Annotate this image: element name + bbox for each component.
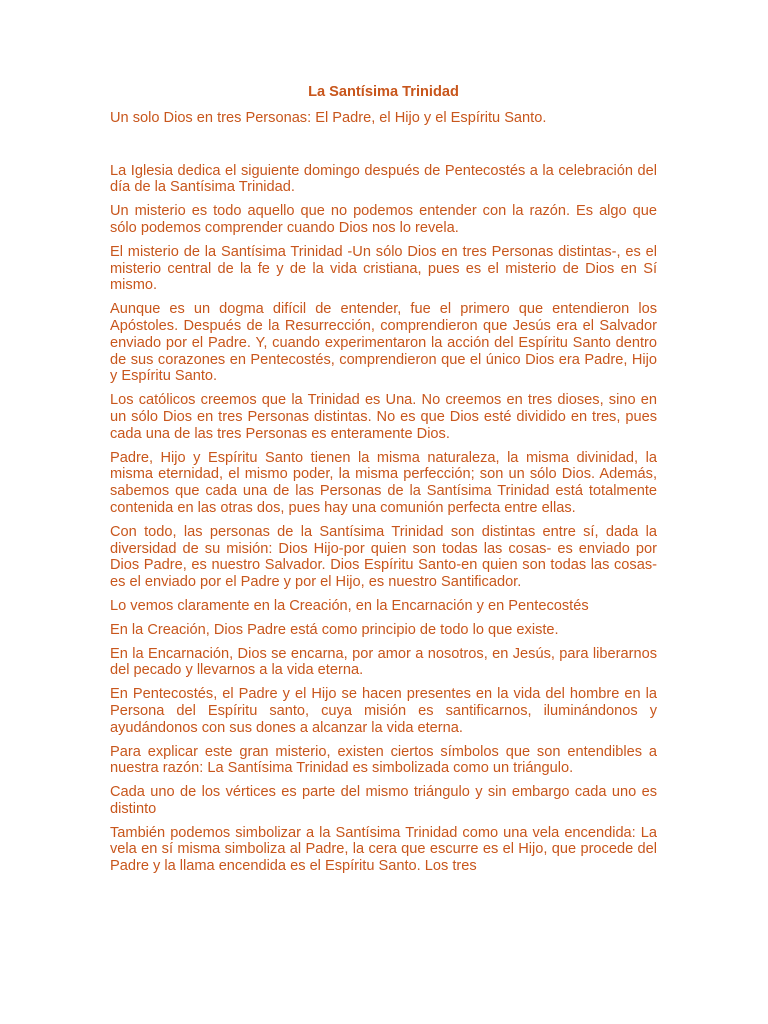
paragraph: Aunque es un dogma difícil de entender, fue el primero que entendieron los Apóstoles. Después de la Resurrección, comprendieron que Jesús era el Salvador enviado por el Padre. Y, cuando experimentaron la acción del Espíritu Santo dentro de sus corazones en Pentecostés, comprendieron que el único Dios era Padre, Hijo y Espíritu Santo.	[110, 301, 657, 385]
paragraph: Lo vemos claramente en la Creación, en la Encarnación y en Pentecostés	[110, 597, 589, 614]
document-body	[110, 163, 657, 875]
paragraph: En la Encarnación, Dios se encarna, por amor a nosotros, en Jesús, para liberarnos del pecado y llevarnos a la vida eterna.	[110, 645, 657, 679]
paragraph: En Pentecostés, el Padre y el Hijo se hacen presentes en la vida del hombre en la Persona del Espíritu santo, cuya misión es santificarnos, iluminándonos y ayudándonos con sus dones a alcanzar la vida eterna.	[110, 686, 657, 736]
paragraph: Con todo, las personas de la Santísima Trinidad son distintas entre sí, dada la diversidad de su misión: Dios Hijo-por quien son todas las cosas- es enviado por Dios Padre, es nuestro Salvador. Dios Espíritu Santo-en quien son todas las cosas- es el enviado por el Padre y por el Hijo, es nuestro Santificador.	[110, 523, 657, 591]
document-subtitle: Un solo Dios en tres Personas: El Padre, el Hijo y el Espíritu Santo.	[110, 109, 547, 126]
paragraph: Un misterio es todo aquello que no podemos entender con la razón. Es algo que sólo podemos comprender cuando Dios nos lo revela.	[110, 203, 657, 236]
paragraph: La Iglesia dedica el siguiente domingo después de Pentecostés a la celebración del día de la Santísima Trinidad.	[110, 162, 657, 196]
paragraph: También podemos simbolizar a la Santísima Trinidad como una vela encendida: La vela en sí misma simboliza al Padre, la cera que escurre es el Hijo, que procede del Padre y la llama encendida es el Espíritu Santo. Los tres	[110, 824, 657, 875]
paragraph: Los católicos creemos que la Trinidad es Una. No creemos en tres dioses, sino en un sólo Dios en tres Personas distintas. No es que Dios esté dividido en tres, pues cada una de las tres Personas es enteramente Dios.	[110, 392, 657, 442]
paragraph: Para explicar este gran misterio, existen ciertos símbolos que son entendibles a nuestra razón: La Santísima Trinidad es simbolizada como un triángulo.	[110, 743, 657, 777]
paragraph: Cada uno de los vértices es parte del mismo triángulo y sin embargo cada uno es distinto	[110, 784, 657, 817]
paragraph: En la Creación, Dios Padre está como principio de todo lo que existe.	[110, 621, 559, 638]
paragraph: El misterio de la Santísima Trinidad -Un sólo Dios en tres Personas distintas-, es el misterio central de la fe y de la vida cristiana, pues es el misterio de Dios en Sí mismo.	[110, 243, 657, 294]
document-title: La Santísima Trinidad	[308, 84, 459, 100]
document-page	[110, 84, 657, 882]
paragraph: Padre, Hijo y Espíritu Santo tienen la misma naturaleza, la misma divinidad, la misma eternidad, el mismo poder, la misma perfección; son un sólo Dios. Además, sabemos que cada una de las Personas de la Santísima Trinidad está totalmente contenida en las otras dos, pues hay una comunión perfecta entre ellas.	[110, 449, 657, 516]
